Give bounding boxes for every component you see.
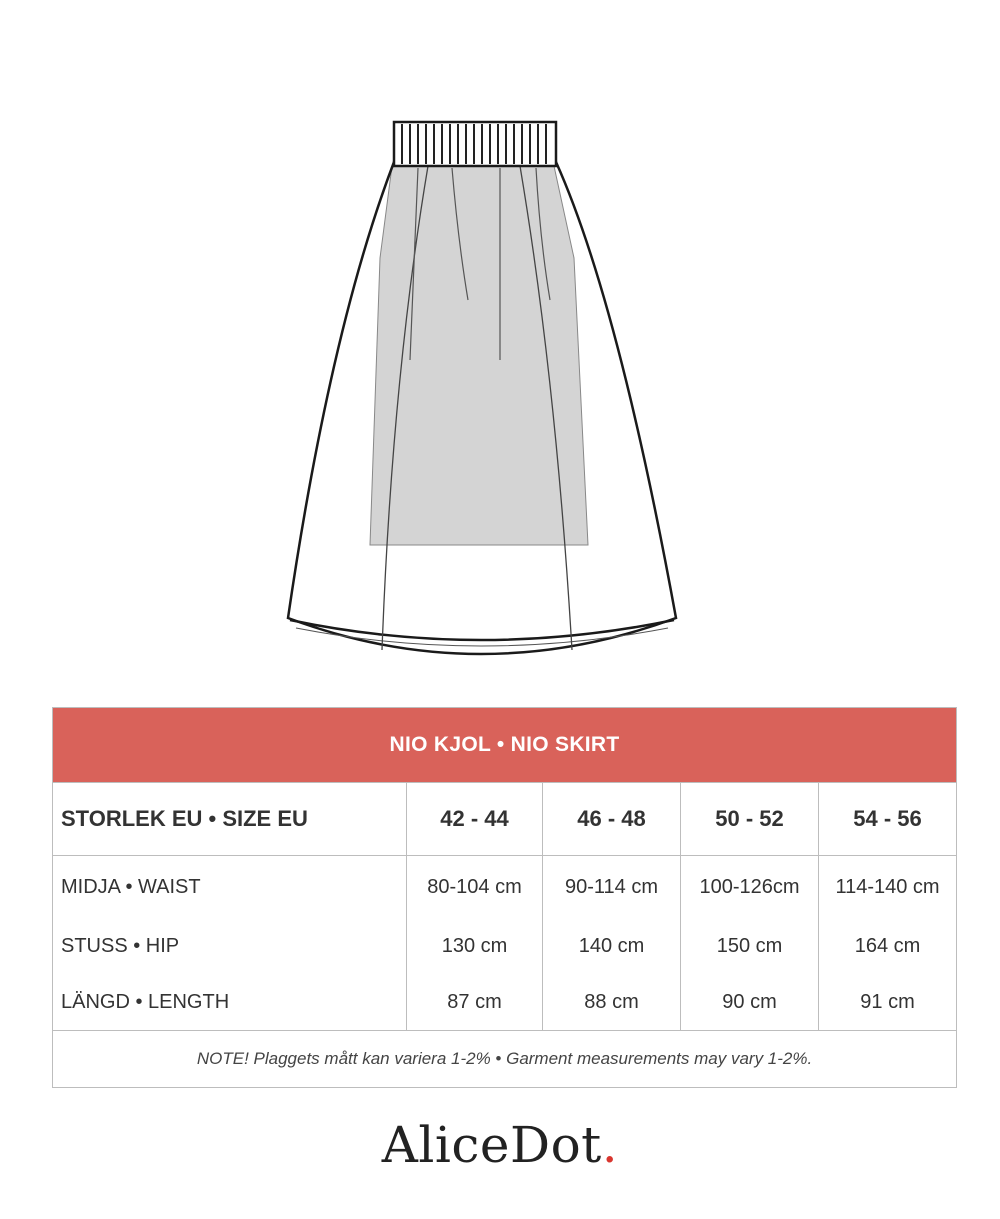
measurement-note: NOTE! Plaggets mått kan variera 1-2% • Garment measurements may vary 1-2%. xyxy=(53,1031,957,1088)
size-header-cell: 42 - 44 xyxy=(407,783,543,856)
size-chart-table xyxy=(52,707,957,1088)
table-cell: 91 cm xyxy=(819,974,957,1031)
table-cell: 88 cm xyxy=(543,974,681,1031)
brand-logo xyxy=(0,1116,1000,1174)
table-cell: 80-104 cm xyxy=(407,856,543,919)
brand-name-part2: Dot xyxy=(509,1116,602,1174)
table-cell: 100-126cm xyxy=(681,856,819,919)
size-header-cell: 54 - 56 xyxy=(819,783,957,856)
table-cell: 90-114 cm xyxy=(543,856,681,919)
row-label: MIDJA • WAIST xyxy=(53,856,407,919)
table-cell: 150 cm xyxy=(681,918,819,974)
brand-name-part1: Alice xyxy=(381,1116,510,1174)
size-header-row xyxy=(53,783,957,856)
table-row-waist xyxy=(53,856,957,919)
table-cell: 90 cm xyxy=(681,974,819,1031)
table-cell: 140 cm xyxy=(543,918,681,974)
size-chart-title: NIO KJOL • NIO SKIRT xyxy=(53,708,957,783)
table-cell: 164 cm xyxy=(819,918,957,974)
size-header-label: STORLEK EU • SIZE EU xyxy=(53,783,407,856)
table-row-length xyxy=(53,974,957,1031)
table-cell: 130 cm xyxy=(407,918,543,974)
brand-dot: . xyxy=(601,1116,619,1174)
size-header-cell: 50 - 52 xyxy=(681,783,819,856)
table-row-hip xyxy=(53,918,957,974)
row-label: LÄNGD • LENGTH xyxy=(53,974,407,1031)
size-header-cell: 46 - 48 xyxy=(543,783,681,856)
waistband xyxy=(394,122,556,166)
table-cell: 87 cm xyxy=(407,974,543,1031)
table-cell: 114-140 cm xyxy=(819,856,957,919)
row-label: STUSS • HIP xyxy=(53,918,407,974)
